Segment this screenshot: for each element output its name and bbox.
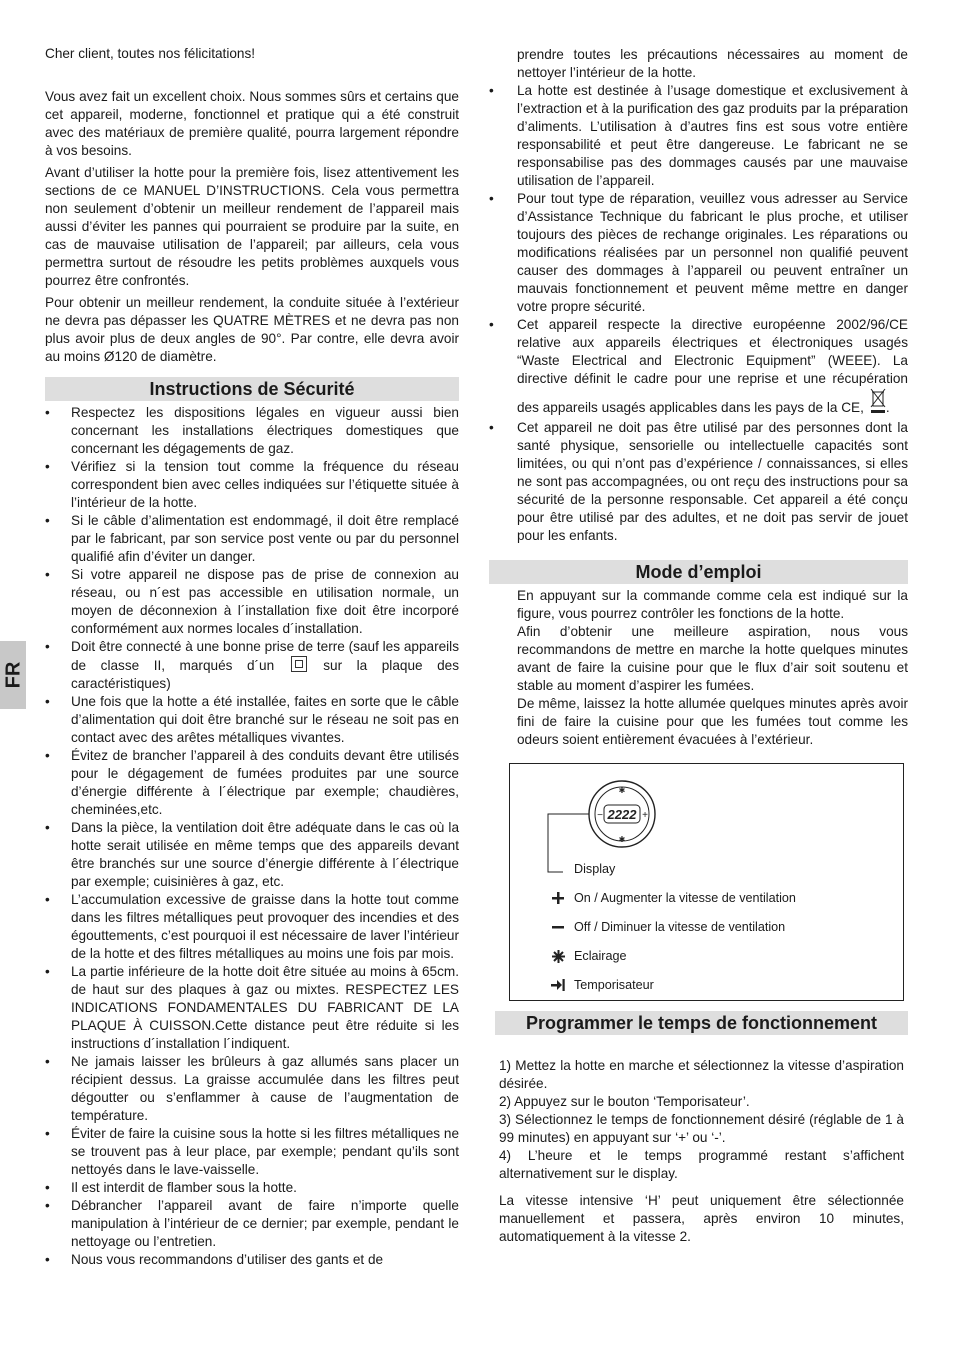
- display-digits: 2222: [607, 807, 637, 822]
- program-steps: [499, 1057, 904, 1246]
- safety-item-class2: [45, 638, 459, 693]
- program-note: La vitesse intensive ‘H’ peut uniquement être sélectionnée manuellement et passera, après environ 10 minutes, automatiquement à la vitesse 2.: [499, 1193, 904, 1244]
- language-tab: [0, 641, 26, 709]
- safety-item: • Pour tout type de réparation, veuillez vous adresser au Service d’Assistance Technique du fabricant le plus proche, et utiliser toujours des pièces de rechange originales. Les réparations ou modifications réalisées par un personnel non qualifié peuvent causer des dommages à l’appareil ou peuvent entraîner un mauvais fonctionnement et peuvent même mettre en danger votre propre sécurité.: [489, 190, 908, 316]
- weee-bin-icon: [870, 388, 886, 419]
- right-column: [489, 46, 908, 1246]
- continuation-text: prendre toutes les précautions nécessaires au moment de nettoyer l’intérieur de la hotte.: [517, 47, 908, 80]
- safety-item: • Une fois que la hotte a été installée, faites en sorte que le câble d’alimentation qui doit être branché sur le réseau ne soit pas en contact avec des arêtes métalliques vivantes.: [45, 693, 459, 747]
- safety-item: • Respectez les dispositions légales en vigueur aussi bien concernant les installations électriques domestiques que concernant les dégagements de gaz.: [45, 404, 459, 458]
- safety-item: • Débrancher l’appareil avant de faire n’importe quelle manipulation à l’intérieur de ce dernier; par exemple, pendant le nettoyage ou l’entretien.: [45, 1197, 459, 1251]
- legend-timer-label: Temporisateur: [574, 978, 654, 992]
- class-ii-symbol-icon: [291, 656, 307, 672]
- svg-text:−: −: [597, 810, 603, 821]
- safety-item: • Éviter de faire la cuisine sous la hotte si les filtres métalliques ne se trouvent pas à leur place, par exemple; pendant qu’ils sont nettoyés dans le lave-vaisselle.: [45, 1125, 459, 1179]
- program-step: 3) Sélectionnez le temps de fonctionnement désiré (réglable de 1 à 99 minutes) en appuyant sur ‘+’ ou ‘-’.: [499, 1112, 904, 1145]
- legend-plus-label: On / Augmenter la vitesse de ventilation: [574, 891, 796, 905]
- svg-text:✱: ✱: [618, 835, 626, 844]
- legend-minus-label: Off / Diminuer la vitesse de ventilation: [574, 920, 786, 934]
- safety-item: • Ne jamais laisser les brûleurs à gaz allumés sans placer un récipient dessus. La graisse accumulée dans les filtres peut dégoutter ou s’enflammer à cause de l’augmentation de température.: [45, 1053, 459, 1125]
- safety-item: • Évitez de brancher l’appareil à des conduits devant être utilisés pour le dégagement de fumées produites par une source d’énergie différente à l´électrique par exemple; chaudières, cheminées,etc.: [45, 747, 459, 819]
- mode-heading: Mode d’emploi: [489, 560, 908, 584]
- safety-item: • Si votre appareil ne dispose pas de prise de connexion au réseau, ou n´est pas accessible en utilisation normale, un moyen de déconnexion à l´installation fixe doit être incorporé conformément aux normes locales d´installation.: [45, 566, 459, 638]
- intro-paragraph: Vous avez fait un excellent choix. Nous sommes sûrs et certains que cet appareil, moderne, fonctionnel et pratique qui a été construit avec des matériaux de première qualité, pourra largement répondre à vos besoins.: [45, 89, 459, 158]
- safety-item: • Il est interdit de flamber sous la hotte.: [45, 1179, 459, 1197]
- safety-item-weee: [489, 316, 908, 419]
- weee-text: Cet appareil respecte la directive européenne 2002/96/CE relative aux appareils électriques et électroniques usagés “Waste Electrical and Electronic Equipment” (WEEE). La directive définit le cadre pour une reprise et une récupération des appareils usagés applicables dans les pays de la CE,: [517, 317, 908, 415]
- intro-paragraph: Avant d’utiliser la hotte pour la première fois, lisez attentivement les sections de ce MANUEL D’INSTRUCTIONS. Cela vous permettra non seulement d’obtenir un meilleur rendement de l’appareil mais aussi d’éviter les pannes qui pourraient se produire par la suite, en cas de mauvaise utilisation de l’appareil; par ailleurs, cela vous permettra surtout de résoudre les petits problèmes auxquels vous pourrez être confrontés.: [45, 165, 459, 288]
- safety-item: • La partie inférieure de la hotte doit être située au moins à 65cm. de haut sur des plaques à gaz ou mixtes. RESPECTEZ LES INDICATIONS FONDAMENTALES DU FABRICANT DE LA PLAQUE À CUISSON.Cette distance peut être réduite si les instructions d´installation l´indiquent.: [45, 963, 459, 1053]
- legend-plus: [550, 889, 796, 907]
- light-icon: [550, 948, 566, 964]
- safety-item: • Vérifiez si la tension tout comme la fréquence du réseau correspondent bien avec celles indiquées sur l’étiquette située à l’intérieur de la hotte.: [45, 458, 459, 512]
- legend-display: [574, 860, 615, 878]
- plus-icon: [550, 890, 566, 906]
- svg-text:✱: ✱: [618, 786, 626, 795]
- program-heading: Programmer le temps de fonctionnement: [495, 1011, 908, 1035]
- control-diagram: [509, 763, 904, 1001]
- safety-item: • Nous vous recommandons d’utiliser des gants et de: [45, 1251, 459, 1269]
- program-step: 1) Mettez la hotte en marche et sélectionnez la vitesse d’aspiration désirée.: [499, 1058, 904, 1091]
- mode-paragraph: Afin d’obtenir une meilleure aspiration, nous vous recommandons de mettre en marche la hotte quelques minutes avant de faire la cuisine pour que le flux d’air soit soutenu et stable au moment d’aspirer les fumées.: [517, 624, 908, 693]
- mode-text: [489, 587, 908, 749]
- intro-paragraph: Pour obtenir un meilleur rendement, la conduite située à l’extérieur ne devra pas dépasser les QUATRE MÈTRES et ne devra pas non plus avoir plus de deux angles de 90°. Par contre, elle devra avoir au moins Ø120 de diamètre.: [45, 295, 459, 364]
- program-step: 4) L’heure et le temps programmé restant s’affichent alternativement sur le display.: [499, 1148, 904, 1181]
- svg-text:+: +: [642, 810, 648, 821]
- mode-paragraph: De même, laissez la hotte allumée quelques minutes après avoir fini de faire la cuisine pour que les fumées tout comme les odeurs soient entièrement évacuées à l’extérieur.: [517, 696, 908, 747]
- weee-end: .: [885, 400, 890, 415]
- legend-display-label: Display: [574, 862, 616, 876]
- safety-item: • La hotte est destinée à l’usage domestique et exclusivement à l’extraction et à la purification des gaz produits par la préparation d’aliments. L’utilisation à d’autres fins est sous votre entière responsabilité et peut être dangereuse. Le fabricant ne se responsabilise pas des dommages causés par une mauvaise utilisation de l’appareil.: [489, 82, 908, 190]
- safety-list: [45, 404, 459, 1269]
- minus-icon: [550, 919, 566, 935]
- timer-icon: [550, 977, 566, 993]
- safety-item: • Si le câble d’alimentation est endommagé, il doit être remplacé par le fabricant, par son service post vente ou par du personnel qualifié afin d’éviter un danger.: [45, 512, 459, 566]
- safety-item: • Dans la pièce, la ventilation doit être adéquate dans le cas où la hotte serait utilisée en même temps que des appareils devant être branchés sur une source d’énergie différente à l´électrique par exemple; cuisinières à gaz, etc.: [45, 819, 459, 891]
- safety-heading: Instructions de Sécurité: [45, 377, 459, 401]
- legend-timer: [550, 976, 654, 994]
- right-safety-list: [489, 82, 908, 545]
- legend-light-label: Eclairage: [574, 949, 627, 963]
- safety-item: • L’accumulation excessive de graisse dans la hotte tout comme dans les filtres métalliques peut provoquer des incendies et des égouttements, c’est pourquoi il est nécessaire de laver l’intérieur de la hotte et des filtres métalliques au moins une fois par mois.: [45, 891, 459, 963]
- language-tab-label: FR: [2, 661, 25, 689]
- class2-text-after: sur la plaque des caractéristiques): [71, 658, 460, 691]
- safety-item: • Cet appareil ne doit pas être utilisé par des personnes dont la santé physique, sensorielle ou intellectuelle capacités sont limitées, ou qui n’ont pas d’expérience / connaissances, si elles ne sont pas accompagnées, ou ont reçu des instructions pour sa sécurité de la personne responsable. Cet appareil a été conçu pour être utilisé par des adultes, et ne doit pas servir de jouet pour les enfants.: [489, 419, 908, 545]
- greeting: Cher client, toutes nos félicitations!: [45, 46, 256, 61]
- legend-light: [550, 947, 627, 965]
- left-column: [45, 45, 459, 1269]
- mode-paragraph: En appuyant sur la commande comme cela est indiqué sur la figure, vous pourrez contrôler les fonctions de la hotte.: [517, 588, 908, 621]
- class2-text-before: Doit être connecté à une bonne prise de terre (sauf les appareils de classe II, marqués d´un: [71, 639, 459, 673]
- program-step: 2) Appuyez sur le bouton ‘Temporisateur’.: [499, 1094, 750, 1109]
- legend-minus: [550, 918, 785, 936]
